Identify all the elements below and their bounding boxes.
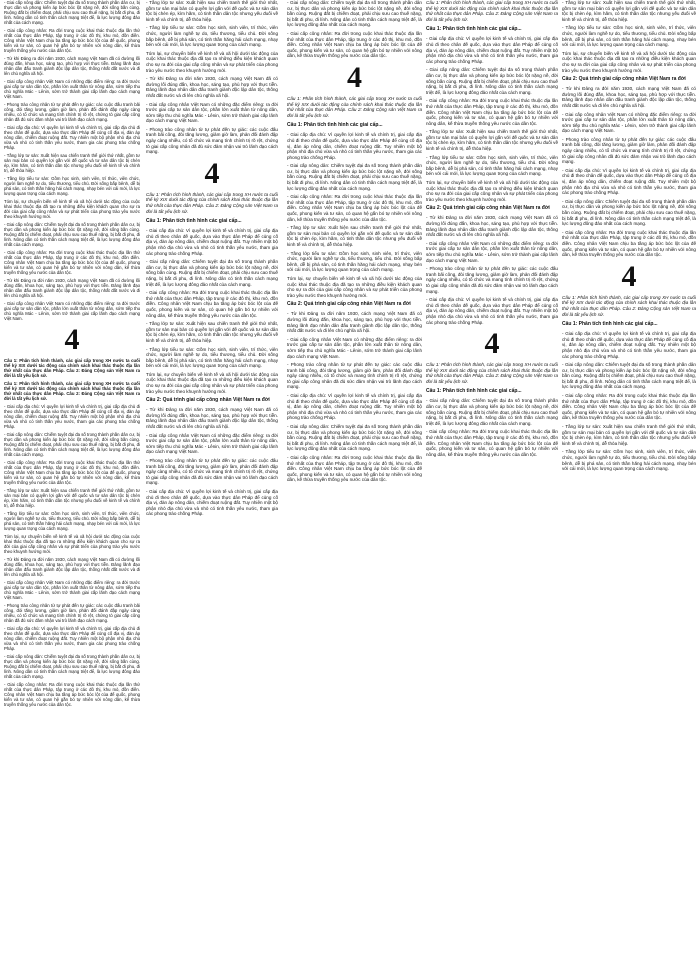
paragraph: - Phong trào công nhân từ tự phát đến tự giác: các cuộc đấu tranh bãi công, đòi tăng lương, giảm giờ làm, phản đối đánh đập ngày càng nhiều, có tổ chức và mang tính chính trị rõ rệt, chứng tỏ giai cấp công nhân đã đủ sức đảm nhận vai trò lãnh đạo cách mạng.	[4, 102, 140, 122]
paragraph: - Giai cấp công nhân: Ra đời trong cuộc khai thác thuộc địa lần thứ nhất của thực dân Pháp, tập trung ở các đô thị, khu mỏ, đồn điền. Công nhân Việt Nam chịu ba tầng áp bức bóc lột của đế quốc, phong kiến và tư sản, có quan hệ gắn bó tự nhiên với nông dân, kế thừa truyền thống yêu nước của dân tộc.	[426, 98, 558, 126]
paragraph: - Giai cấp công nhân Việt Nam có những đặc điểm riêng: ra đời trước giai cấp tư sản dân tộc, phần lớn xuất thân từ nông dân, sớm tiếp thu chủ nghĩa Mác - Lênin, sớm trở thành giai cấp lãnh đạo cách mạng Việt Nam.	[287, 336, 422, 359]
question-text: Câu 1: Phân tích hình thành, các giai cấp trong XH nước ta cuối thế kỷ XIX dưới tác động của chính sách khai thác thuộc địa lần thứ nhất của thực dân Pháp. Câu 2: Đảng Cộng sản Việt Nam ra đời là tất yếu lịch sử.	[426, 362, 558, 384]
question-text: Câu 1: Phân tích hình thành, các giai cấp trong XH nước ta cuối thế kỷ XIX dưới tác động của chính sách khai thác thuộc địa lần thứ nhất của thực dân Pháp. Câu 2: Đảng Cộng sản Việt Nam ra đời là tất yếu lịch sử.	[4, 358, 140, 378]
paragraph: Tóm lại, sự chuyển biến về kinh tế và xã hội dưới tác động của cuộc khai thác thuộc địa đã tạo ra những điều kiện khách quan cho sự ra đời của giai cấp công nhân và sự phát triển của phong trào yêu nước theo khuynh hướng mới.	[4, 534, 140, 554]
paragraph: - Từ khi Đảng ra đời năm 1930, cách mạng Việt Nam đã có đường lối đúng đắn, khoa học, sáng tạo, phù hợp với thực tiễn. Đảng lãnh đạo nhân dân đấu tranh giành độc lập dân tộc, thống nhất đất nước và đi lên chủ nghĩa xã hội.	[4, 56, 140, 76]
paragraph: - Giai cấp nông dân: Chiếm tuyệt đại đa số trong thành phần dân cư, bị thực dân và phong kiến áp bức bóc lột nặng nề, đời sống bần cùng. Ruộng đất bị chiếm đoạt, phải chịu sưu cao thuế nặng, bị bắt đi phu, đi lính. Nông dân có tinh thần cách mạng triệt để, là lực lượng đông đảo nhất của cách mạng.	[287, 0, 422, 28]
paragraph: Tóm lại, sự chuyển biến về kinh tế và xã hội dưới tác động của cuộc khai thác thuộc địa đã tạo ra những điều kiện khách quan cho sự ra đời của giai cấp công nhân và sự phát triển của phong trào yêu nước theo khuynh hướng mới.	[287, 275, 422, 298]
paragraph: - Tầng lớp tiểu tư sản: Gồm học sinh, sinh viên, trí thức, viên chức, người làm nghề tự do, tiểu thương, tiểu chủ. Đời sống bấp bênh, dễ bị phá sản, có tinh thần hăng hái cách mạng, nhạy bén với cái mới, là lực lượng quan trọng của cách mạng.	[426, 154, 558, 177]
paragraph: - Giai cấp nông dân: Chiếm tuyệt đại đa số trong thành phần dân cư, bị thực dân và phong kiến áp bức bóc lột nặng nề, đời sống bần cùng. Ruộng đất bị chiếm đoạt, phải chịu sưu cao thuế nặng, bị bắt đi phu, đi lính. Nông dân có tinh thần cách mạng triệt để, là lực lượng đông đảo nhất của cách mạng.	[426, 67, 558, 95]
paragraph: - Tầng lớp tiểu tư sản: Gồm học sinh, sinh viên, trí thức, viên chức, người làm nghề tự do, tiểu thương, tiểu chủ. Đời sống bấp bênh, dễ bị phá sản, có tinh thần hăng hái cách mạng, nhạy bén với cái mới, là lực lượng quan trọng của cách mạng.	[4, 176, 140, 196]
paragraph: - Giai cấp công nhân Việt Nam có những đặc điểm riêng: ra đời trước giai cấp tư sản dân tộc, phần lớn xuất thân từ nông dân, sớm tiếp thu chủ nghĩa Mác - Lênin, sớm trở thành giai cấp lãnh đạo cách mạng Việt Nam.	[4, 79, 140, 99]
paragraph: - Tầng lớp tư sản: Xuất hiện sau chiến tranh thế giới thứ nhất, gồm tư sản mại bản có quyền lợi gắn với đế quốc và tư sản dân tộc bị chèn ép, kìm hãm, có tinh thần dân tộc nhưng yếu đuối về kinh tế và chính trị, dễ thỏa hiệp.	[146, 0, 278, 22]
paragraph: - Giai cấp công nhân: Ra đời trong cuộc khai thác thuộc địa lần thứ nhất của thực dân Pháp, tập trung ở các đô thị, khu mỏ, đồn điền. Công nhân Việt Nam chịu ba tầng áp bức bóc lột của đế quốc, phong kiến và tư sản, có quan hệ gắn bó tự nhiên với nông dân, kế thừa truyền thống yêu nước của dân tộc.	[426, 429, 558, 457]
paragraph: - Giai cấp địa chủ: Vì quyền lợi kinh tế và chính trị, giai cấp địa chủ đi theo chân đế quốc, dựa vào thực dân Pháp để củng cố địa vị, đàn áp nông dân, chiếm đoạt ruộng đất. Tuy nhiên một bộ phận nhỏ địa chủ vừa và nhỏ có tinh thần yêu nước, tham gia các phong trào chống Pháp.	[146, 488, 278, 517]
paragraph: - Phong trào công nhân từ tự phát đến tự giác: các cuộc đấu tranh bãi công, đòi tăng lương, giảm giờ làm, phản đối đánh đập ngày càng nhiều, có tổ chức và mang tính chính trị rõ rệt, chứng tỏ giai cấp công nhân đã đủ sức đảm nhận vai trò lãnh đạo cách mạng.	[146, 458, 278, 486]
paragraph: - Giai cấp nông dân: Chiếm tuyệt đại đa số trong thành phần dân cư, bị thực dân và phong kiến áp bức bóc lột nặng nề, đời sống bần cùng. Ruộng đất bị chiếm đoạt, phải chịu sưu cao thuế nặng, bị bắt đi phu, đi lính. Nông dân có tinh thần cách mạng triệt để, là lực lượng đông đảo nhất của cách mạng.	[562, 362, 696, 390]
question-text: Câu 1: Phân tích hình thành, các giai cấp trong XH nước ta cuối thế kỷ XIX dưới tác động của chính sách khai thác thuộc địa lần thứ nhất của thực dân Pháp. Câu 2: Đảng Cộng sản Việt Nam ra đời là tất yếu lịch sử.	[146, 191, 278, 214]
page-number: 4	[621, 259, 637, 293]
paragraph: - Từ khi Đảng ra đời năm 1930, cách mạng Việt Nam đã có đường lối đúng đắn, khoa học, sáng tạo, phù hợp với thực tiễn. Đảng lãnh đạo nhân dân đấu tranh giành độc lập dân tộc, thống nhất đất nước và đi lên chủ nghĩa xã hội.	[4, 557, 140, 577]
paragraph: - Giai cấp địa chủ: Vì quyền lợi kinh tế và chính trị, giai cấp địa chủ đi theo chân đế quốc, dựa vào thực dân Pháp để củng cố địa vị, đàn áp nông dân, chiếm đoạt ruộng đất. Tuy nhiên một bộ phận nhỏ địa chủ vừa và nhỏ có tinh thần yêu nước, tham gia các phong trào chống Pháp.	[4, 404, 140, 429]
paragraph: - Giai cấp địa chủ: Vì quyền lợi kinh tế và chính trị, giai cấp địa chủ đi theo chân đế quốc, dựa vào thực dân Pháp để củng cố địa vị, đàn áp nông dân, chiếm đoạt ruộng đất. Tuy nhiên một bộ phận nhỏ địa chủ vừa và nhỏ có tinh thần yêu nước, tham gia các phong trào chống Pháp.	[426, 297, 558, 325]
paragraph: - Phong trào công nhân từ tự phát đến tự giác: các cuộc đấu tranh bãi công, đòi tăng lương, giảm giờ làm, phản đối đánh đập ngày càng nhiều, có tổ chức và mang tính chính trị rõ rệt, chứng tỏ giai cấp công nhân đã đủ sức đảm nhận vai trò lãnh đạo cách mạng.	[426, 266, 558, 294]
section-heading: Câu 2: Quá trình giai cấp công nhân Việt Nam ra đời	[146, 397, 270, 404]
paragraph: - Giai cấp địa chủ: Vì quyền lợi kinh tế và chính trị, giai cấp địa chủ đi theo chân đế quốc, dựa vào thực dân Pháp để củng cố địa vị, đàn áp nông dân, chiếm đoạt ruộng đất. Tuy nhiên một bộ phận nhỏ địa chủ vừa và nhỏ có tinh thần yêu nước, tham gia các phong trào chống Pháp.	[287, 132, 422, 160]
paragraph: - Tầng lớp tiểu tư sản: Gồm học sinh, sinh viên, trí thức, viên chức, người làm nghề tự do, tiểu thương, tiểu chủ. Đời sống bấp bênh, dễ bị phá sản, có tinh thần hăng hái cách mạng, nhạy bén với cái mới, là lực lượng quan trọng của cách mạng.	[146, 346, 278, 369]
paragraph: - Giai cấp công nhân: Ra đời trong cuộc khai thác thuộc địa lần thứ nhất của thực dân Pháp, tập trung ở các đô thị, khu mỏ, đồn điền. Công nhân Việt Nam chịu ba tầng áp bức bóc lột của đế quốc, phong kiến và tư sản, có quan hệ gắn bó tự nhiên với nông dân, kế thừa truyền thống yêu nước của dân tộc.	[4, 28, 140, 53]
paragraph: - Tầng lớp tiểu tư sản: Gồm học sinh, sinh viên, trí thức, viên chức, người làm nghề tự do, tiểu thương, tiểu chủ. Đời sống bấp bênh, dễ bị phá sản, có tinh thần hăng hái cách mạng, nhạy bén với cái mới, là lực lượng quan trọng của cách mạng.	[4, 511, 140, 531]
paragraph: - Tầng lớp tư sản: Xuất hiện sau chiến tranh thế giới thứ nhất, gồm tư sản mại bản có quyền lợi gắn với đế quốc và tư sản dân tộc bị chèn ép, kìm hãm, có tinh thần dân tộc nhưng yếu đuối về kinh tế và chính trị, dễ thỏa hiệp.	[4, 488, 140, 508]
paragraph: - Tầng lớp tư sản: Xuất hiện sau chiến tranh thế giới thứ nhất, gồm tư sản mại bản có quyền lợi gắn với đế quốc và tư sản dân tộc bị chèn ép, kìm hãm, có tinh thần dân tộc nhưng yếu đuối về kinh tế và chính trị, dễ thỏa hiệp.	[562, 0, 696, 22]
paragraph: - Tầng lớp tiểu tư sản: Gồm học sinh, sinh viên, trí thức, viên chức, người làm nghề tự do, tiểu thương, tiểu chủ. Đời sống bấp bênh, dễ bị phá sản, có tinh thần hăng hái cách mạng, nhạy bén với cái mới, là lực lượng quan trọng của cách mạng.	[562, 449, 696, 472]
paragraph: - Giai cấp công nhân Việt Nam có những đặc điểm riêng: ra đời trước giai cấp tư sản dân tộc, phần lớn xuất thân từ nông dân, sớm tiếp thu chủ nghĩa Mác - Lênin, sớm trở thành giai cấp lãnh đạo cách mạng Việt Nam.	[426, 240, 558, 263]
paragraph: - Tầng lớp tư sản: Xuất hiện sau chiến tranh thế giới thứ nhất, gồm tư sản mại bản có quyền lợi gắn với đế quốc và tư sản dân tộc bị chèn ép, kìm hãm, có tinh thần dân tộc nhưng yếu đuối về kinh tế và chính trị, dễ thỏa hiệp.	[426, 129, 558, 152]
section-heading: Câu 1: Phân tích tình hình các giai cấp...	[426, 26, 522, 33]
paragraph: - Giai cấp công nhân Việt Nam có những đặc điểm riêng: ra đời trước giai cấp tư sản dân tộc, phần lớn xuất thân từ nông dân, sớm tiếp thu chủ nghĩa Mác - Lênin, sớm trở thành giai cấp lãnh đạo cách mạng Việt Nam.	[4, 301, 140, 321]
paragraph: - Tầng lớp tiểu tư sản: Gồm học sinh, sinh viên, trí thức, viên chức, người làm nghề tự do, tiểu thương, tiểu chủ. Đời sống bấp bênh, dễ bị phá sản, có tinh thần hăng hái cách mạng, nhạy bén với cái mới, là lực lượng quan trọng của cách mạng.	[562, 25, 696, 48]
page-number: 4	[484, 327, 500, 361]
paragraph: - Giai cấp công nhân: Ra đời trong cuộc khai thác thuộc địa lần thứ nhất của thực dân Pháp, tập trung ở các đô thị, khu mỏ, đồn điền. Công nhân Việt Nam chịu ba tầng áp bức bóc lột của đế quốc, phong kiến và tư sản, có quan hệ gắn bó tự nhiên với nông dân, kế thừa truyền thống yêu nước của dân tộc.	[562, 229, 696, 258]
paragraph: - Giai cấp nông dân: Chiếm tuyệt đại đa số trong thành phần dân cư, bị thực dân và phong kiến áp bức bóc lột nặng nề, đời sống bần cùng. Ruộng đất bị chiếm đoạt, phải chịu sưu cao thuế nặng, bị bắt đi phu, đi lính. Nông dân có tinh thần cách mạng triệt để, là lực lượng đông đảo nhất của cách mạng.	[4, 222, 140, 247]
paragraph: - Phong trào công nhân từ tự phát đến tự giác: các cuộc đấu tranh bãi công, đòi tăng lương, giảm giờ làm, phản đối đánh đập ngày càng nhiều, có tổ chức và mang tính chính trị rõ rệt, chứng tỏ giai cấp công nhân đã đủ sức đảm nhận vai trò lãnh đạo cách mạng.	[562, 136, 696, 165]
section-heading: Câu 1: Phân tích tình hình các giai cấp...	[426, 388, 522, 395]
paragraph: - Giai cấp công nhân Việt Nam có những đặc điểm riêng: ra đời trước giai cấp tư sản dân tộc, phần lớn xuất thân từ nông dân, sớm tiếp thu chủ nghĩa Mác - Lênin, sớm trở thành giai cấp lãnh đạo cách mạng Việt Nam.	[562, 111, 696, 134]
paragraph: - Giai cấp công nhân: Ra đời trong cuộc khai thác thuộc địa lần thứ nhất của thực dân Pháp, tập trung ở các đô thị, khu mỏ, đồn điền. Công nhân Việt Nam chịu ba tầng áp bức bóc lột của đế quốc, phong kiến và tư sản, có quan hệ gắn bó tự nhiên với nông dân, kế thừa truyền thống yêu nước của dân tộc.	[4, 250, 140, 275]
paragraph: - Giai cấp công nhân: Ra đời trong cuộc khai thác thuộc địa lần thứ nhất của thực dân Pháp, tập trung ở các đô thị, khu mỏ, đồn điền. Công nhân Việt Nam chịu ba tầng áp bức bóc lột của đế quốc, phong kiến và tư sản, có quan hệ gắn bó tự nhiên với nông dân, kế thừa truyền thống yêu nước của dân tộc.	[562, 393, 696, 421]
page-number: 4	[347, 60, 362, 94]
paragraph: - Giai cấp công nhân: Ra đời trong cuộc khai thác thuộc địa lần thứ nhất của thực dân Pháp, tập trung ở các đô thị, khu mỏ, đồn điền. Công nhân Việt Nam chịu ba tầng áp bức bóc lột của đế quốc, phong kiến và tư sản, có quan hệ gắn bó tự nhiên với nông dân, kế thừa truyền thống yêu nước của dân tộc.	[287, 194, 422, 222]
column-2	[146, 0, 278, 960]
paragraph: - Phong trào công nhân từ tự phát đến tự giác: các cuộc đấu tranh bãi công, đòi tăng lương, giảm giờ làm, phản đối đánh đập ngày càng nhiều, có tổ chức và mang tính chính trị rõ rệt, chứng tỏ giai cấp công nhân đã đủ sức đảm nhận vai trò lãnh đạo cách mạng.	[287, 362, 422, 390]
paragraph: - Giai cấp nông dân: Chiếm tuyệt đại đa số trong thành phần dân cư, bị thực dân và phong kiến áp bức bóc lột nặng nề, đời sống bần cùng. Ruộng đất bị chiếm đoạt, phải chịu sưu cao thuế nặng, bị bắt đi phu, đi lính. Nông dân có tinh thần cách mạng triệt để, là lực lượng đông đảo nhất của cách mạng.	[4, 432, 140, 457]
paragraph: - Giai cấp nông dân: Chiếm tuyệt đại đa số trong thành phần dân cư, bị thực dân và phong kiến áp bức bóc lột nặng nề, đời sống bần cùng. Ruộng đất bị chiếm đoạt, phải chịu sưu cao thuế nặng, bị bắt đi phu, đi lính. Nông dân có tinh thần cách mạng triệt để, là lực lượng đông đảo nhất của cách mạng.	[4, 654, 140, 679]
column-5	[562, 0, 696, 960]
paragraph: - Giai cấp công nhân: Ra đời trong cuộc khai thác thuộc địa lần thứ nhất của thực dân Pháp, tập trung ở các đô thị, khu mỏ, đồn điền. Công nhân Việt Nam chịu ba tầng áp bức bóc lột của đế quốc, phong kiến và tư sản, có quan hệ gắn bó tự nhiên với nông dân, kế thừa truyền thống yêu nước của dân tộc.	[287, 30, 422, 59]
paragraph: - Giai cấp địa chủ: Vì quyền lợi kinh tế và chính trị, giai cấp địa chủ đi theo chân đế quốc, dựa vào thực dân Pháp để củng cố địa vị, đàn áp nông dân, chiếm đoạt ruộng đất. Tuy nhiên một bộ phận nhỏ địa chủ vừa và nhỏ có tinh thần yêu nước, tham gia các phong trào chống Pháp.	[562, 331, 696, 359]
paragraph: - Giai cấp nông dân: Chiếm tuyệt đại đa số trong thành phần dân cư, bị thực dân và phong kiến áp bức bóc lột nặng nề, đời sống bần cùng. Ruộng đất bị chiếm đoạt, phải chịu sưu cao thuế nặng, bị bắt đi phu, đi lính. Nông dân có tinh thần cách mạng triệt để, là lực lượng đông đảo nhất của cách mạng.	[426, 398, 558, 426]
section-heading: Câu 2: Quá trình giai cấp công nhân Việt Nam ra đời	[562, 76, 686, 83]
paragraph: - Giai cấp nông dân: Chiếm tuyệt đại đa số trong thành phần dân cư, bị thực dân và phong kiến áp bức bóc lột nặng nề, đời sống bần cùng. Ruộng đất bị chiếm đoạt, phải chịu sưu cao thuế nặng, bị bắt đi phu, đi lính. Nông dân có tinh thần cách mạng triệt để, là lực lượng đông đảo nhất của cách mạng.	[287, 163, 422, 191]
question-text: Câu 1: Phân tích hình thành, các giai cấp trong XH nước ta cuối thế kỷ XIX dưới tác động của chính sách khai thác thuộc địa lần thứ nhất của thực dân Pháp. Câu 2: Đảng Cộng sản Việt Nam ra đời là tất yếu lịch sử.	[4, 381, 140, 401]
paragraph: Tóm lại, sự chuyển biến về kinh tế và xã hội dưới tác động của cuộc khai thác thuộc địa đã tạo ra những điều kiện khách quan cho sự ra đời của giai cấp công nhân và sự phát triển của phong trào yêu nước theo khuynh hướng mới.	[146, 50, 278, 73]
paragraph: - Tầng lớp tư sản: Xuất hiện sau chiến tranh thế giới thứ nhất, gồm tư sản mại bản có quyền lợi gắn với đế quốc và tư sản dân tộc bị chèn ép, kìm hãm, có tinh thần dân tộc nhưng yếu đuối về kinh tế và chính trị, dễ thỏa hiệp.	[4, 153, 140, 173]
section-heading: Câu 1: Phân tích tình hình các giai cấp...	[146, 218, 242, 225]
paragraph: - Từ khi Đảng ra đời năm 1930, cách mạng Việt Nam đã có đường lối đúng đắn, khoa học, sáng tạo, phù hợp với thực tiễn. Đảng lãnh đạo nhân dân đấu tranh giành độc lập dân tộc, thống nhất đất nước và đi lên chủ nghĩa xã hội.	[426, 215, 558, 238]
paragraph: - Giai cấp công nhân: Ra đời trong cuộc khai thác thuộc địa lần thứ nhất của thực dân Pháp, tập trung ở các đô thị, khu mỏ, đồn điền. Công nhân Việt Nam chịu ba tầng áp bức bóc lột của đế quốc, phong kiến và tư sản, có quan hệ gắn bó tự nhiên với nông dân, kế thừa truyền thống yêu nước của dân tộc.	[4, 460, 140, 485]
paragraph: - Tầng lớp tư sản: Xuất hiện sau chiến tranh thế giới thứ nhất, gồm tư sản mại bản có quyền lợi gắn với đế quốc và tư sản dân tộc bị chèn ép, kìm hãm, có tinh thần dân tộc nhưng yếu đuối về kinh tế và chính trị, dễ thỏa hiệp.	[287, 225, 422, 247]
paragraph: - Giai cấp công nhân Việt Nam có những đặc điểm riêng: ra đời trước giai cấp tư sản dân tộc, phần lớn xuất thân từ nông dân, sớm tiếp thu chủ nghĩa Mác - Lênin, sớm trở thành giai cấp lãnh đạo cách mạng Việt Nam.	[4, 580, 140, 600]
paragraph: - Giai cấp nông dân: Chiếm tuyệt đại đa số trong thành phần dân cư, bị thực dân và phong kiến áp bức bóc lột nặng nề, đời sống bần cùng. Ruộng đất bị chiếm đoạt, phải chịu sưu cao thuế nặng, bị bắt đi phu, đi lính. Nông dân có tinh thần cách mạng triệt để, là lực lượng đông đảo nhất của cách mạng.	[146, 259, 278, 287]
question-text: Câu 1: Phân tích hình thành, các giai cấp trong XH nước ta cuối thế kỷ XIX dưới tác động của chính sách khai thác thuộc địa lần thứ nhất của thực dân Pháp. Câu 2: Đảng Cộng sản Việt Nam ra đời là tất yếu lịch sử.	[562, 294, 696, 317]
paragraph: - Giai cấp địa chủ: Vì quyền lợi kinh tế và chính trị, giai cấp địa chủ đi theo chân đế quốc, dựa vào thực dân Pháp để củng cố địa vị, đàn áp nông dân, chiếm đoạt ruộng đất. Tuy nhiên một bộ phận nhỏ địa chủ vừa và nhỏ có tinh thần yêu nước, tham gia các phong trào chống Pháp.	[562, 167, 696, 196]
paragraph: - Giai cấp công nhân Việt Nam có những đặc điểm riêng: ra đời trước giai cấp tư sản dân tộc, phần lớn xuất thân từ nông dân, sớm tiếp thu chủ nghĩa Mác - Lênin, sớm trở thành giai cấp lãnh đạo cách mạng Việt Nam.	[146, 432, 278, 455]
paragraph: - Giai cấp địa chủ: Vì quyền lợi kinh tế và chính trị, giai cấp địa chủ đi theo chân đế quốc, dựa vào thực dân Pháp để củng cố địa vị, đàn áp nông dân, chiếm đoạt ruộng đất. Tuy nhiên một bộ phận nhỏ địa chủ vừa và nhỏ có tinh thần yêu nước, tham gia các phong trào chống Pháp.	[4, 125, 140, 150]
paragraph: Tóm lại, sự chuyển biến về kinh tế và xã hội dưới tác động của cuộc khai thác thuộc địa đã tạo ra những điều kiện khách quan cho sự ra đời của giai cấp công nhân và sự phát triển của phong trào yêu nước theo khuynh hướng mới.	[4, 199, 140, 219]
paragraph: - Giai cấp nông dân: Chiếm tuyệt đại đa số trong thành phần dân cư, bị thực dân và phong kiến áp bức bóc lột nặng nề, đời sống bần cùng. Ruộng đất bị chiếm đoạt, phải chịu sưu cao thuế nặng, bị bắt đi phu, đi lính. Nông dân có tinh thần cách mạng triệt để, là lực lượng đông đảo nhất của cách mạng.	[562, 198, 696, 227]
paragraph: - Phong trào công nhân từ tự phát đến tự giác: các cuộc đấu tranh bãi công, đòi tăng lương, giảm giờ làm, phản đối đánh đập ngày càng nhiều, có tổ chức và mang tính chính trị rõ rệt, chứng tỏ giai cấp công nhân đã đủ sức đảm nhận vai trò lãnh đạo cách mạng.	[146, 126, 278, 155]
section-heading: Câu 1: Phân tích tình hình các giai cấp...	[287, 122, 383, 129]
paragraph: - Giai cấp địa chủ: Vì quyền lợi kinh tế và chính trị, giai cấp địa chủ đi theo chân đế quốc, dựa vào thực dân Pháp để củng cố địa vị, đàn áp nông dân, chiếm đoạt ruộng đất. Tuy nhiên một bộ phận nhỏ địa chủ vừa và nhỏ có tinh thần yêu nước, tham gia các phong trào chống Pháp.	[287, 393, 422, 421]
paragraph: Tóm lại, sự chuyển biến về kinh tế và xã hội dưới tác động của cuộc khai thác thuộc địa đã tạo ra những điều kiện khách quan cho sự ra đời của giai cấp công nhân và sự phát triển của phong trào yêu nước theo khuynh hướng mới.	[146, 371, 278, 394]
question-text: Câu 1: Phân tích hình thành, các giai cấp trong XH nước ta cuối thế kỷ XIX dưới tác động của chính sách khai thác thuộc địa lần thứ nhất của thực dân Pháp. Câu 2: Đảng Cộng sản Việt Nam ra đời là tất yếu lịch sử.	[287, 95, 422, 118]
paragraph: - Giai cấp công nhân: Ra đời trong cuộc khai thác thuộc địa lần thứ nhất của thực dân Pháp, tập trung ở các đô thị, khu mỏ, đồn điền. Công nhân Việt Nam chịu ba tầng áp bức bóc lột của đế quốc, phong kiến và tư sản, có quan hệ gắn bó tự nhiên với nông dân, kế thừa truyền thống yêu nước của dân tộc.	[146, 290, 278, 318]
paragraph: - Từ khi Đảng ra đời năm 1930, cách mạng Việt Nam đã có đường lối đúng đắn, khoa học, sáng tạo, phù hợp với thực tiễn. Đảng lãnh đạo nhân dân đấu tranh giành độc lập dân tộc, thống nhất đất nước và đi lên chủ nghĩa xã hội.	[562, 86, 696, 108]
paragraph: - Từ khi Đảng ra đời năm 1930, cách mạng Việt Nam đã có đường lối đúng đắn, khoa học, sáng tạo, phù hợp với thực tiễn. Đảng lãnh đạo nhân dân đấu tranh giành độc lập dân tộc, thống nhất đất nước và đi lên chủ nghĩa xã hội.	[146, 76, 278, 98]
column-4	[426, 0, 558, 960]
column-1	[4, 0, 140, 960]
question-text: Câu 1: Phân tích hình thành, các giai cấp trong XH nước ta cuối thế kỷ XIX dưới tác động của chính sách khai thác thuộc địa lần thứ nhất của thực dân Pháp. Câu 2: Đảng Cộng sản Việt Nam ra đời là tất yếu lịch sử.	[426, 0, 558, 22]
paragraph: - Tầng lớp tư sản: Xuất hiện sau chiến tranh thế giới thứ nhất, gồm tư sản mại bản có quyền lợi gắn với đế quốc và tư sản dân tộc bị chèn ép, kìm hãm, có tinh thần dân tộc nhưng yếu đuối về kinh tế và chính trị, dễ thỏa hiệp.	[562, 424, 696, 446]
paragraph: - Giai cấp địa chủ: Vì quyền lợi kinh tế và chính trị, giai cấp địa chủ đi theo chân đế quốc, dựa vào thực dân Pháp để củng cố địa vị, đàn áp nông dân, chiếm đoạt ruộng đất. Tuy nhiên một bộ phận nhỏ địa chủ vừa và nhỏ có tinh thần yêu nước, tham gia các phong trào chống Pháp.	[426, 36, 558, 64]
paragraph: - Phong trào công nhân từ tự phát đến tự giác: các cuộc đấu tranh bãi công, đòi tăng lương, giảm giờ làm, phản đối đánh đập ngày càng nhiều, có tổ chức và mang tính chính trị rõ rệt, chứng tỏ giai cấp công nhân đã đủ sức đảm nhận vai trò lãnh đạo cách mạng.	[4, 603, 140, 623]
paragraph: - Tầng lớp tiểu tư sản: Gồm học sinh, sinh viên, trí thức, viên chức, người làm nghề tự do, tiểu thương, tiểu chủ. Đời sống bấp bênh, dễ bị phá sản, có tinh thần hăng hái cách mạng, nhạy bén với cái mới, là lực lượng quan trọng của cách mạng.	[146, 25, 278, 48]
paragraph: - Giai cấp nông dân: Chiếm tuyệt đại đa số trong thành phần dân cư, bị thực dân và phong kiến áp bức bóc lột nặng nề, đời sống bần cùng. Ruộng đất bị chiếm đoạt, phải chịu sưu cao thuế nặng, bị bắt đi phu, đi lính. Nông dân có tinh thần cách mạng triệt để, là lực lượng đông đảo nhất của cách mạng.	[287, 424, 422, 452]
paragraph: - Giai cấp công nhân: Ra đời trong cuộc khai thác thuộc địa lần thứ nhất của thực dân Pháp, tập trung ở các đô thị, khu mỏ, đồn điền. Công nhân Việt Nam chịu ba tầng áp bức bóc lột của đế quốc, phong kiến và tư sản, có quan hệ gắn bó tự nhiên với nông dân, kế thừa truyền thống yêu nước của dân tộc.	[4, 682, 140, 707]
column-3	[287, 0, 422, 960]
paragraph: Tóm lại, sự chuyển biến về kinh tế và xã hội dưới tác động của cuộc khai thác thuộc địa đã tạo ra những điều kiện khách quan cho sự ra đời của giai cấp công nhân và sự phát triển của phong trào yêu nước theo khuynh hướng mới.	[562, 50, 696, 73]
page-number: 4	[64, 323, 80, 356]
page-number: 4	[204, 156, 220, 190]
paragraph: - Giai cấp công nhân Việt Nam có những đặc điểm riêng: ra đời trước giai cấp tư sản dân tộc, phần lớn xuất thân từ nông dân, sớm tiếp thu chủ nghĩa Mác - Lênin, sớm trở thành giai cấp lãnh đạo cách mạng Việt Nam.	[146, 101, 278, 124]
paragraph: - Tầng lớp tiểu tư sản: Gồm học sinh, sinh viên, trí thức, viên chức, người làm nghề tự do, tiểu thương, tiểu chủ. Đời sống bấp bênh, dễ bị phá sản, có tinh thần hăng hái cách mạng, nhạy bén với cái mới, là lực lượng quan trọng của cách mạng.	[287, 250, 422, 273]
section-heading: Câu 2: Quá trình giai cấp công nhân Việt Nam ra đời	[426, 205, 550, 212]
section-heading: Câu 2: Quá trình giai cấp công nhân Việt Nam ra đời	[287, 301, 411, 308]
paragraph: - Từ khi Đảng ra đời năm 1930, cách mạng Việt Nam đã có đường lối đúng đắn, khoa học, sáng tạo, phù hợp với thực tiễn. Đảng lãnh đạo nhân dân đấu tranh giành độc lập dân tộc, thống nhất đất nước và đi lên chủ nghĩa xã hội.	[287, 311, 422, 334]
paragraph: - Giai cấp địa chủ: Vì quyền lợi kinh tế và chính trị, giai cấp địa chủ đi theo chân đế quốc, dựa vào thực dân Pháp để củng cố địa vị, đàn áp nông dân, chiếm đoạt ruộng đất. Tuy nhiên một bộ phận nhỏ địa chủ vừa và nhỏ có tinh thần yêu nước, tham gia các phong trào chống Pháp.	[4, 626, 140, 651]
paragraph: - Giai cấp địa chủ: Vì quyền lợi kinh tế và chính trị, giai cấp địa chủ đi theo chân đế quốc, dựa vào thực dân Pháp để củng cố địa vị, đàn áp nông dân, chiếm đoạt ruộng đất. Tuy nhiên một bộ phận nhỏ địa chủ vừa và nhỏ có tinh thần yêu nước, tham gia các phong trào chống Pháp.	[146, 228, 278, 256]
paragraph: - Tầng lớp tư sản: Xuất hiện sau chiến tranh thế giới thứ nhất, gồm tư sản mại bản có quyền lợi gắn với đế quốc và tư sản dân tộc bị chèn ép, kìm hãm, có tinh thần dân tộc nhưng yếu đuối về kinh tế và chính trị, dễ thỏa hiệp.	[146, 321, 278, 343]
paragraph: - Từ khi Đảng ra đời năm 1930, cách mạng Việt Nam đã có đường lối đúng đắn, khoa học, sáng tạo, phù hợp với thực tiễn. Đảng lãnh đạo nhân dân đấu tranh giành độc lập dân tộc, thống nhất đất nước và đi lên chủ nghĩa xã hội.	[4, 278, 140, 298]
paragraph: - Giai cấp nông dân: Chiếm tuyệt đại đa số trong thành phần dân cư, bị thực dân và phong kiến áp bức bóc lột nặng nề, đời sống bần cùng. Ruộng đất bị chiếm đoạt, phải chịu sưu cao thuế nặng, bị bắt đi phu, đi lính. Nông dân có tinh thần cách mạng triệt để, là lực lượng đông đảo nhất của cách mạng.	[4, 0, 140, 25]
paragraph: - Từ khi Đảng ra đời năm 1930, cách mạng Việt Nam đã có đường lối đúng đắn, khoa học, sáng tạo, phù hợp với thực tiễn. Đảng lãnh đạo nhân dân đấu tranh giành độc lập dân tộc, thống nhất đất nước và đi lên chủ nghĩa xã hội.	[146, 407, 278, 430]
section-heading: Câu 1: Phân tích tình hình các giai cấp...	[562, 321, 658, 328]
paragraph: Tóm lại, sự chuyển biến về kinh tế và xã hội dưới tác động của cuộc khai thác thuộc địa đã tạo ra những điều kiện khách quan cho sự ra đời của giai cấp công nhân và sự phát triển của phong trào yêu nước theo khuynh hướng mới.	[426, 180, 558, 202]
paragraph: - Giai cấp công nhân: Ra đời trong cuộc khai thác thuộc địa lần thứ nhất của thực dân Pháp, tập trung ở các đô thị, khu mỏ, đồn điền. Công nhân Việt Nam chịu ba tầng áp bức bóc lột của đế quốc, phong kiến và tư sản, có quan hệ gắn bó tự nhiên với nông dân, kế thừa truyền thống yêu nước của dân tộc.	[287, 455, 422, 483]
